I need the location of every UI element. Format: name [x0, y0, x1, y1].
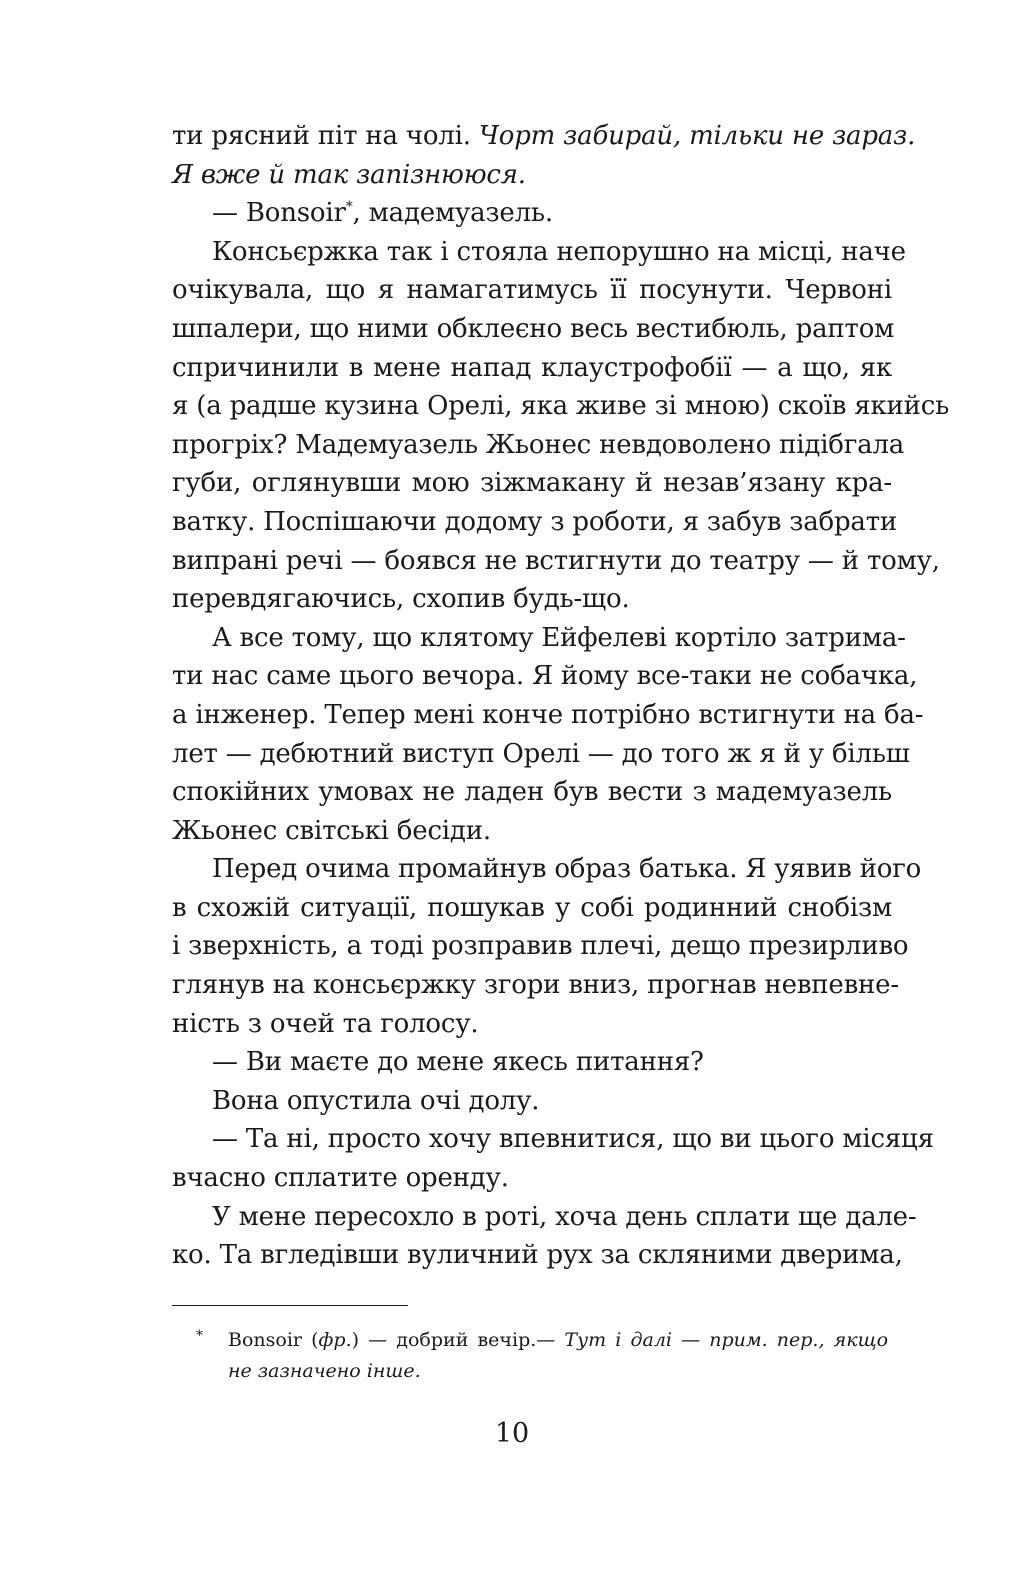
italic-thought: Чорт забирай, тільки не зараз. — [478, 121, 916, 151]
text-line: шпалери, що ними обклеєно весь вестибюль, раптом — [172, 313, 895, 344]
main-text — [172, 117, 950, 1275]
text-line: лет — дебютний виступ Орелі — до того ж я й у більш — [172, 738, 910, 769]
text-line: ко. Та вгледівши вуличний рух за скляними дверима, — [172, 1240, 903, 1271]
text-line: губи, оглянувши мою зіжмакану й незав’язану кра- — [172, 468, 892, 499]
text-line: У мене пересохло в роті, хоча день сплати ще дале- — [212, 1201, 917, 1232]
dialogue-line: — Та ні, просто хочу впевнитися, що ви цього місяця — [212, 1124, 934, 1155]
text-line: вчасно сплатите оренду. — [172, 1163, 509, 1194]
footnote-lang: фр. — [318, 1329, 352, 1351]
text-line: прогріх? Мадемуазель Жьонес невдоволено підібгала — [172, 429, 905, 460]
text-line: очікувала, що я намагатимусь її посунути. Червоні — [172, 275, 892, 306]
text-line: А все тому, що клятому Ейфелеві кортіло затрима- — [212, 622, 906, 653]
footnote-line: не зазначено інше. — [228, 1360, 421, 1382]
text-line: я (а радше кузина Орелі, яка живе зі мною) скоїв якийсь — [172, 391, 950, 422]
text-line: і зверхність, а тоді розправив плечі, дещо презирливо — [172, 931, 909, 962]
footnote-term: Bonsoir — [228, 1329, 302, 1351]
footnote-divider — [172, 1305, 408, 1306]
footnote-definition: — добрий вечір.— — [368, 1329, 565, 1351]
text-line: спокійних умовах не ладен був вести з мадемуазель — [172, 777, 892, 808]
text-line: Перед очима промайнув образ батька. Я уявив його — [212, 854, 922, 885]
footnote-reference: * — [345, 199, 353, 216]
text-line: глянув на консьєржку згори вниз, прогнав невпевне- — [172, 970, 899, 1001]
page-number: 10 — [494, 1418, 530, 1449]
dialogue-line: — Bonsoir*, мадемуазель. — [212, 198, 553, 229]
text-line: ти рясний піт на чолі. Чорт забирай, тільки не зараз. — [172, 121, 916, 151]
text-line: в схожій ситуації, пошукав у собі родинний снобізм — [172, 892, 892, 923]
text-line: ність з очей та голосу. — [172, 1008, 479, 1039]
text-line: Вона опустила очі долу. — [212, 1085, 540, 1116]
footnote — [172, 1325, 888, 1387]
footnote-marker: * — [196, 1328, 203, 1344]
text-line — [172, 156, 892, 195]
italic-thought: Я вже й так запізнююся. — [172, 159, 526, 190]
text-line: ватку. Поспішаючи додому з роботи, я забув забрати — [172, 506, 898, 537]
text-line: випрані речі — боявся не встигнути до театру — й тому, — [172, 545, 940, 576]
footnote-line: Bonsoir (фр.) — добрий вечір.— Тут і далі — прим. пер., якщо — [228, 1329, 889, 1351]
text-line: спричинили в мене напад клаустрофобії — а що, як — [172, 352, 892, 383]
text-line: а інженер. Тепер мені конче потрібно встигнути на ба- — [172, 699, 924, 730]
text-line: ти нас саме цього вечора. Я йому все-таки не собачка, — [172, 661, 918, 692]
dialogue-line: — Ви маєте до мене якесь питання? — [212, 1047, 704, 1078]
text-line: перевдягаючись, схопив будь-що. — [172, 584, 630, 615]
text-line: Жьонес світські бесіди. — [172, 815, 491, 846]
text-line: Консьєржка так і стояла непорушно на місці, наче — [212, 236, 906, 267]
footnote-note: Тут і далі — прим. пер., якщо — [564, 1329, 889, 1351]
